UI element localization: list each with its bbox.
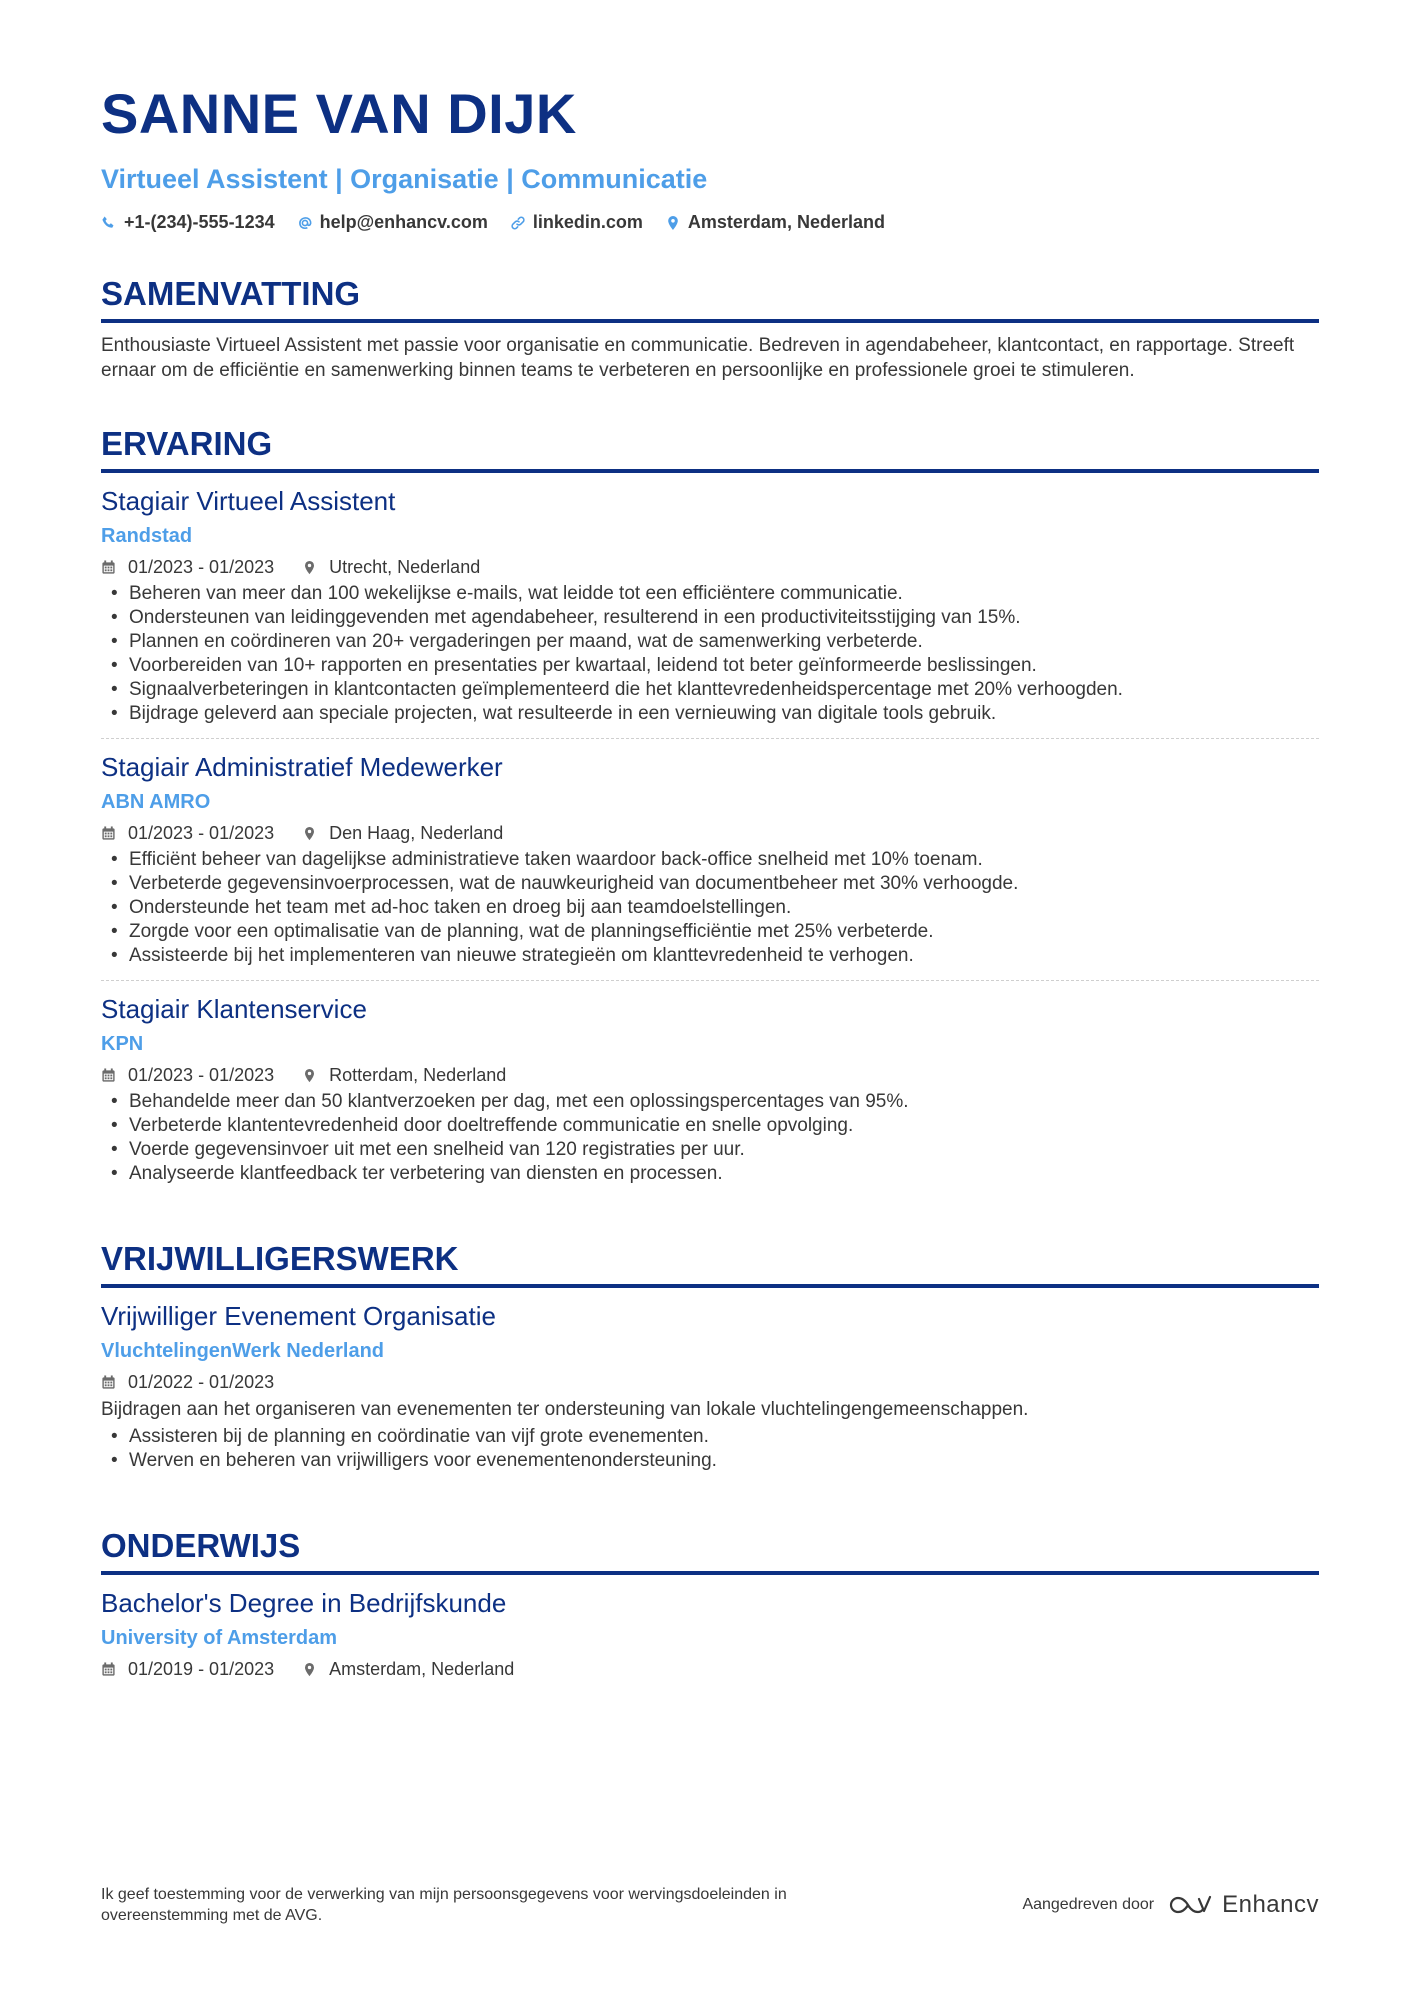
bullet-item: • Signaalverbeteringen in klantcontacten geïmplementeerd die het klanttevredenheidspercentage met 20% verhoogden.	[101, 678, 1319, 702]
job-bullets	[101, 1090, 1319, 1186]
experience-section	[101, 423, 1319, 1198]
resume-page	[101, 80, 1319, 1693]
job-bullets	[101, 848, 1319, 968]
location-pin-icon	[302, 826, 317, 841]
contact-location-text: Amsterdam, Nederland	[687, 212, 885, 232]
volunteer-entry	[101, 1288, 1319, 1485]
education-location	[302, 1657, 514, 1681]
location-pin-icon	[302, 1662, 317, 1677]
bullet-item: • Analyseerde klantfeedback ter verbetering van diensten en processen.	[101, 1162, 1319, 1186]
contact-linkedin-text: linkedin.com	[532, 212, 643, 232]
at-icon	[297, 215, 313, 231]
candidate-headline: Virtueel Assistent | Organisatie | Communicatie	[101, 164, 708, 194]
volunteer-dates-text: 01/2022 - 01/2023	[128, 1372, 275, 1392]
bullet-item: • Verbeterde klantentevredenheid door doeltreffende communicatie en snelle opvolging.	[101, 1114, 1319, 1138]
bullet-item: • Assisteren bij de planning en coördinatie van vijf grote evenementen.	[101, 1425, 1319, 1449]
enhancv-brand-text: Enhancv	[1222, 1891, 1319, 1918]
bullet-item: • Zorgde voor een optimalisatie van de planning, wat de planningsefficiëntie met 25% verbeterde.	[101, 920, 1319, 944]
experience-entry	[101, 473, 1319, 738]
education-entry	[101, 1575, 1319, 1693]
volunteer-dates	[101, 1370, 274, 1394]
job-title: Stagiair Klantenservice	[101, 994, 367, 1024]
volunteer-org: VluchtelingenWerk Nederland	[101, 1340, 385, 1362]
calendar-icon	[101, 826, 116, 841]
contact-email-text: help@enhancv.com	[319, 212, 488, 232]
volunteer-bullets	[101, 1425, 1319, 1473]
volunteer-description: Bijdragen aan het organiseren van evenementen ter ondersteuning van lokale vluchtelingengemeenschappen.	[101, 1399, 1029, 1420]
job-location-text: Rotterdam, Nederland	[329, 1065, 507, 1085]
bullet-item: • Ondersteunen van leidinggevenden met agendabeheer, resulterend in een productiviteitsstijging van 15%.	[101, 606, 1319, 630]
job-title: Stagiair Virtueel Assistent	[101, 486, 396, 516]
job-dates-text: 01/2023 - 01/2023	[128, 557, 275, 577]
degree-title: Bachelor's Degree in Bedrijfskunde	[101, 1588, 507, 1618]
gdpr-consent: Ik geef toestemming voor de verwerking van mijn persoonsgegevens voor wervingsdoeleinden in overeenstemming met de AVG.	[101, 1886, 787, 1924]
page-footer	[101, 1884, 1319, 1926]
job-meta	[101, 555, 1319, 579]
contact-linkedin[interactable]	[510, 212, 643, 233]
enhancv-logo-icon	[1166, 1893, 1214, 1917]
bullet-item: • Behandelde meer dan 50 klantverzoeken per dag, met een oplossingspercentages van 95%.	[101, 1090, 1319, 1114]
contact-phone[interactable]	[101, 212, 275, 233]
experience-entry	[101, 980, 1319, 1198]
calendar-icon	[101, 560, 116, 575]
contact-location	[665, 212, 885, 233]
job-location	[302, 1063, 506, 1087]
location-pin-icon	[302, 560, 317, 575]
job-dates-text: 01/2023 - 01/2023	[128, 1065, 275, 1085]
job-location-text: Utrecht, Nederland	[329, 557, 481, 577]
resume-header	[101, 80, 1319, 233]
volunteer-heading: VRIJWILLIGERSWERK	[101, 1238, 1319, 1288]
summary-text: Enthousiaste Virtueel Assistent met passie voor organisatie en communicatie. Bedreven in agendabeheer, klantcontact, en rapportage. Streeft ernaar om de efficiëntie en samenwerking binnen teams te verbeteren en persoonlijke en professionele groei te stimuleren.	[101, 335, 1295, 381]
powered-by	[1022, 1891, 1319, 1919]
powered-by-label: Aangedreven door	[1022, 1896, 1155, 1913]
bullet-item: • Plannen en coördineren van 20+ vergaderingen per maand, wat de samenwerking verbeterde.	[101, 630, 1319, 654]
education-dates-text: 01/2019 - 01/2023	[128, 1659, 275, 1679]
education-heading: ONDERWIJS	[101, 1525, 1319, 1575]
job-meta	[101, 1063, 1319, 1087]
job-meta	[101, 821, 1319, 845]
experience-heading: ERVARING	[101, 423, 1319, 473]
link-icon	[510, 215, 526, 231]
volunteer-role: Vrijwilliger Evenement Organisatie	[101, 1301, 496, 1331]
job-location	[302, 821, 503, 845]
contact-bar	[101, 212, 1319, 233]
contact-email[interactable]	[297, 212, 488, 233]
job-dates	[101, 821, 274, 845]
enhancv-logo[interactable]	[1166, 1891, 1319, 1919]
job-dates-text: 01/2023 - 01/2023	[128, 823, 275, 843]
bullet-item: • Beheren van meer dan 100 wekelijkse e-mails, wat leidde tot een efficiëntere communicatie.	[101, 582, 1319, 606]
bullet-item: • Efficiënt beheer van dagelijkse administratieve taken waardoor back-office snelheid met 10% toenam.	[101, 848, 1319, 872]
bullet-item: • Voerde gegevensinvoer uit met een snelheid van 120 registraties per uur.	[101, 1138, 1319, 1162]
job-location	[302, 555, 480, 579]
volunteer-meta	[101, 1370, 1319, 1394]
calendar-icon	[101, 1375, 116, 1390]
summary-section	[101, 273, 1319, 383]
bullet-item: • Voorbereiden van 10+ rapporten en presentaties per kwartaal, leidend tot beter geïnformeerde beslissingen.	[101, 654, 1319, 678]
education-location-text: Amsterdam, Nederland	[329, 1659, 515, 1679]
job-dates	[101, 1063, 274, 1087]
volunteer-section	[101, 1238, 1319, 1485]
summary-heading: SAMENVATTING	[101, 273, 1319, 323]
bullet-item: • Verbeterde gegevensinvoerprocessen, wat de nauwkeurigheid van documentbeheer met 30% verhoogde.	[101, 872, 1319, 896]
job-bullets	[101, 582, 1319, 726]
bullet-item: • Werven en beheren van vrijwilligers voor evenementenondersteuning.	[101, 1449, 1319, 1473]
candidate-name: SANNE VAN DIJK	[101, 82, 577, 145]
experience-entry	[101, 738, 1319, 980]
education-meta	[101, 1657, 1319, 1681]
company-name: KPN	[101, 1033, 144, 1055]
bullet-item: • Ondersteunde het team met ad-hoc taken en droeg bij aan teamdoelstellingen.	[101, 896, 1319, 920]
calendar-icon	[101, 1068, 116, 1083]
school-name: University of Amsterdam	[101, 1627, 337, 1649]
job-title: Stagiair Administratief Medewerker	[101, 752, 503, 782]
bullet-item: • Assisteerde bij het implementeren van nieuwe strategieën om klanttevredenheid te verhogen.	[101, 944, 1319, 968]
bullet-item: • Bijdrage geleverd aan speciale projecten, wat resulteerde in een vernieuwing van digitale tools gebruik.	[101, 702, 1319, 726]
location-pin-icon	[302, 1068, 317, 1083]
location-pin-icon	[665, 215, 681, 231]
job-location-text: Den Haag, Nederland	[329, 823, 504, 843]
company-name: ABN AMRO	[101, 791, 211, 813]
contact-phone-text: +1-(234)-555-1234	[124, 212, 275, 232]
company-name: Randstad	[101, 525, 193, 547]
education-section	[101, 1525, 1319, 1693]
education-dates	[101, 1657, 274, 1681]
job-dates	[101, 555, 274, 579]
calendar-icon	[101, 1662, 116, 1677]
phone-icon	[101, 215, 117, 231]
